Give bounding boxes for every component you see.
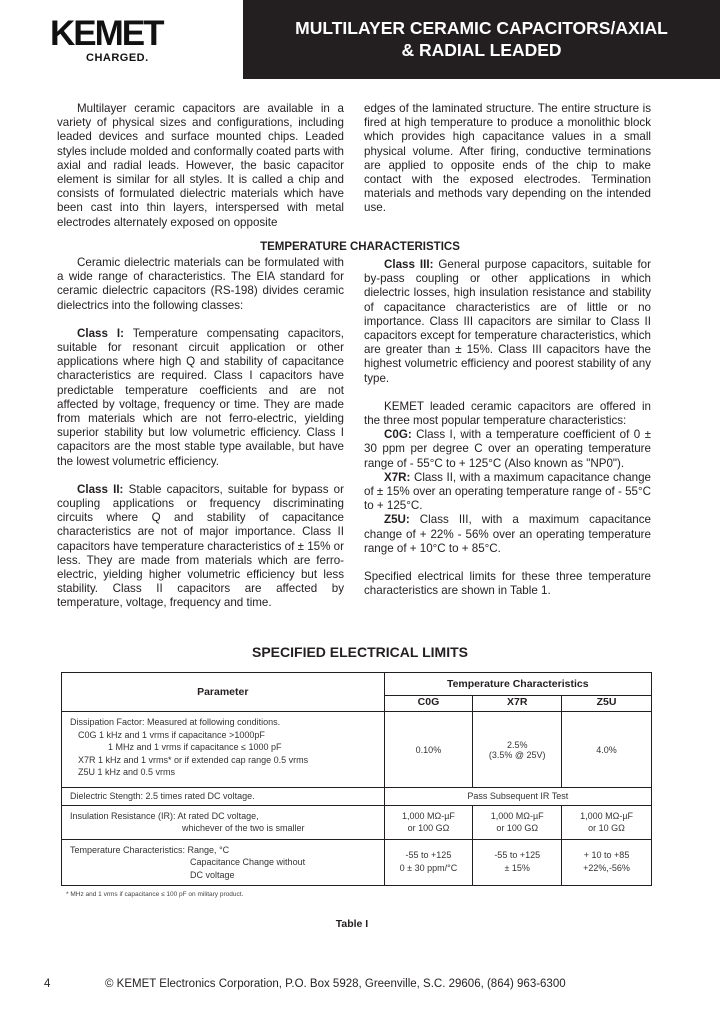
logo-tagline: CHARGED. [86, 52, 149, 64]
c0g-label: C0G: [384, 428, 412, 442]
z5u-text: Class III, with a maximum capacitance change of + 22% - 56% over an operating temperature range of + 10°C to + 85°C. [364, 513, 651, 555]
temp-char-label [62, 839, 385, 886]
x7r-paragraph [364, 471, 651, 514]
tc-label-line: Temperature Characteristics: Range, °C [70, 844, 230, 855]
tc-x7r [473, 839, 562, 886]
tc-z5u [562, 839, 652, 886]
class3-paragraph [364, 258, 651, 386]
class1-text: Temperature compensating capacitors, suitable for resonant circuit application or other applications where high Q and stability of capacitance characteristics are required. Class I capacitors have predictable temperature coefficients and are not affected by voltage, frequency or time. They are made from materials which are not ferro-electric, yielding superior stability but low volumetric efficiency. Class I capacitors are the most stable type available, but have the lowest volumetric efficiency. [57, 326, 344, 468]
df-x7r [473, 712, 562, 788]
ir-x7r [473, 805, 562, 839]
ir-x7r-line: or 100 GΩ [496, 823, 539, 833]
df-x7r-value: 2.5% [506, 739, 528, 750]
kemet-logo: KEMET [50, 14, 163, 53]
ir-z5u [562, 805, 652, 839]
dielectric-strength-value: Pass Subsequent IR Test [384, 788, 651, 806]
df-line: X7R 1 kHz and 1 vrms* or if extended cap range 0.5 vrms [78, 754, 309, 765]
tc-x7r-line: ± 15% [504, 863, 530, 874]
df-line: 1 MHz and 1 vrms if capacitance ≤ 1000 pF [108, 742, 282, 752]
insulation-resistance-label [62, 805, 385, 839]
tc-z5u-line: + 10 to +85 [583, 850, 630, 861]
table-footnote: * MHz and 1 vrms if capacitance ≤ 100 pF on military product. [66, 891, 244, 898]
temperature-heading: TEMPERATURE CHARACTERISTICS [260, 241, 460, 253]
table-row [62, 788, 652, 806]
ir-z5u-line: or 10 GΩ [588, 823, 625, 833]
limits-title: SPECIFIED ELECTRICAL LIMITS [252, 644, 468, 660]
ir-c0g-line: or 100 GΩ [407, 823, 450, 833]
page-number: 4 [44, 978, 51, 990]
header-parameter: Parameter [62, 673, 385, 712]
ir-label-line: whichever of the two is smaller [182, 823, 305, 833]
df-line: C0G 1 kHz and 1 vrms if capacitance >1000pF [78, 729, 265, 740]
class3-text: General purpose capacitors, suitable for by-pass coupling or other applications in which dielectric losses, high insulation resistance and stability of capacitance characteristics are of little or no importance. Class III capacitors are similar to Class II capacitors except for temperature characteristics, which are greater than ± 15%. Class III capacitors have the highest volumetric efficiency and poorest stability of any type. [364, 258, 651, 385]
df-line: Dissipation Factor: Measured at following conditions. [70, 717, 281, 727]
tc-label-line: DC voltage [190, 869, 235, 880]
footer-copyright: © KEMET Electronics Corporation, P.O. Box 5928, Greenville, S.C. 29606, (864) 963-6300 [105, 978, 566, 990]
c0g-text: Class I, with a temperature coefficient of 0 ± 30 ppm per degree C over an operating temperature range of - 55°C to + 125°C (Also known as "NP0"). [364, 428, 651, 470]
class2-label: Class II: [77, 482, 124, 496]
header-x7r: X7R [473, 696, 562, 712]
temp-left-column [57, 256, 344, 611]
header-z5u: Z5U [562, 696, 652, 712]
table-row [62, 712, 652, 788]
df-c0g: 0.10% [384, 712, 473, 788]
intro-right-column [364, 102, 651, 216]
header-title-banner [243, 0, 720, 79]
page-title-line2: & RADIAL LEADED [401, 40, 562, 60]
temp-intro-paragraph: Ceramic dielectric materials can be formulated with a wide range of characteristics. The EIA standard for ceramic dielectric capacitors (RS-198) divides ceramic dielectrics into the following classes: [57, 256, 344, 312]
class2-text: Stable capacitors, suitable for bypass or coupling applications or frequency discriminating circuits where Q and stability of capacitance characteristics are not of major importance. Class II capacitors have temperature characteristics of ± 15% or less. They are made from materials which are ferro-electric, yielding higher volumetric efficiency but less stability. Class II capacitors are affected by temperature, voltage, frequency and time. [57, 482, 344, 610]
table-row [62, 805, 652, 839]
df-line: Z5U 1 kHz and 0.5 vrms [78, 767, 176, 777]
header-c0g: C0G [384, 696, 473, 712]
z5u-paragraph [364, 513, 651, 556]
ir-c0g-line: 1,000 MΩ-µF [401, 811, 455, 821]
df-z5u: 4.0% [562, 712, 652, 788]
ir-label-line: Insulation Resistance (IR): At rated DC voltage, [70, 810, 259, 821]
class1-paragraph [57, 327, 344, 469]
popular-intro: KEMET leaded ceramic capacitors are offered in the three most popular temperature characteristics: [364, 399, 651, 428]
tc-x7r-line: -55 to +125 [494, 850, 541, 861]
x7r-text: Class II, with a maximum capacitance change of ± 15% over an operating temperature range of - 55°C to + 125°C. [364, 470, 651, 513]
tc-c0g-line: 0 ± 30 ppm/°C [399, 863, 458, 874]
logo-area [0, 0, 243, 79]
electrical-limits-table [61, 672, 652, 886]
tc-c0g [384, 839, 473, 886]
c0g-paragraph [364, 428, 651, 471]
tc-label-line: Capacitance Change without [190, 857, 306, 867]
class2-paragraph [57, 483, 344, 611]
tc-z5u-line: +22%,-56% [583, 863, 630, 874]
df-x7r-note: (3.5% @ 25V) [488, 749, 546, 760]
header-temp-characteristics: Temperature Characteristics [384, 673, 651, 696]
ir-c0g [384, 805, 473, 839]
z5u-label: Z5U: [384, 513, 410, 527]
closing-paragraph: Specified electrical limits for these three temperature characteristics are shown in Table 1. [364, 570, 651, 598]
class3-label: Class III: [384, 258, 434, 271]
dielectric-strength-label: Dielectric Stength: 2.5 times rated DC voltage. [62, 788, 385, 806]
intro-paragraph: Multilayer ceramic capacitors are available in a variety of physical sizes and configurations, including leaded devices and surface mounted chips. Leaded styles include molded and conformally coated parts with axial and radial leads. However, the basic capacitor element is similar for all styles. It is called a chip and consists of formulated dielectric materials which have been cast into thin layers, interspersed with metal electrodes alternately exposed on opposite [57, 102, 344, 229]
intro-left-column [57, 102, 344, 230]
dissipation-factor-label [62, 712, 385, 788]
tc-c0g-line: -55 to +125 [405, 850, 452, 861]
temp-right-column [364, 258, 651, 598]
table-caption: Table I [335, 918, 369, 930]
page-title-line1: MULTILAYER CERAMIC CAPACITORS/AXIAL [295, 18, 668, 38]
ir-z5u-line: 1,000 MΩ-µF [580, 811, 634, 821]
ir-x7r-line: 1,000 MΩ-µF [490, 811, 544, 821]
x7r-label: X7R: [384, 470, 411, 484]
page-header [0, 0, 720, 79]
intro-paragraph-cont: edges of the laminated structure. The entire structure is fired at high temperature to produce a monolithic block which provides high capacitance values in a small physical volume. After firing, conductive terminations are applied to opposite ends of the chip to make contact with the exposed electrodes. Termination materials and methods vary depending on the intended use. [364, 102, 651, 215]
table-row [62, 839, 652, 886]
class1-label: Class I: [77, 326, 124, 340]
